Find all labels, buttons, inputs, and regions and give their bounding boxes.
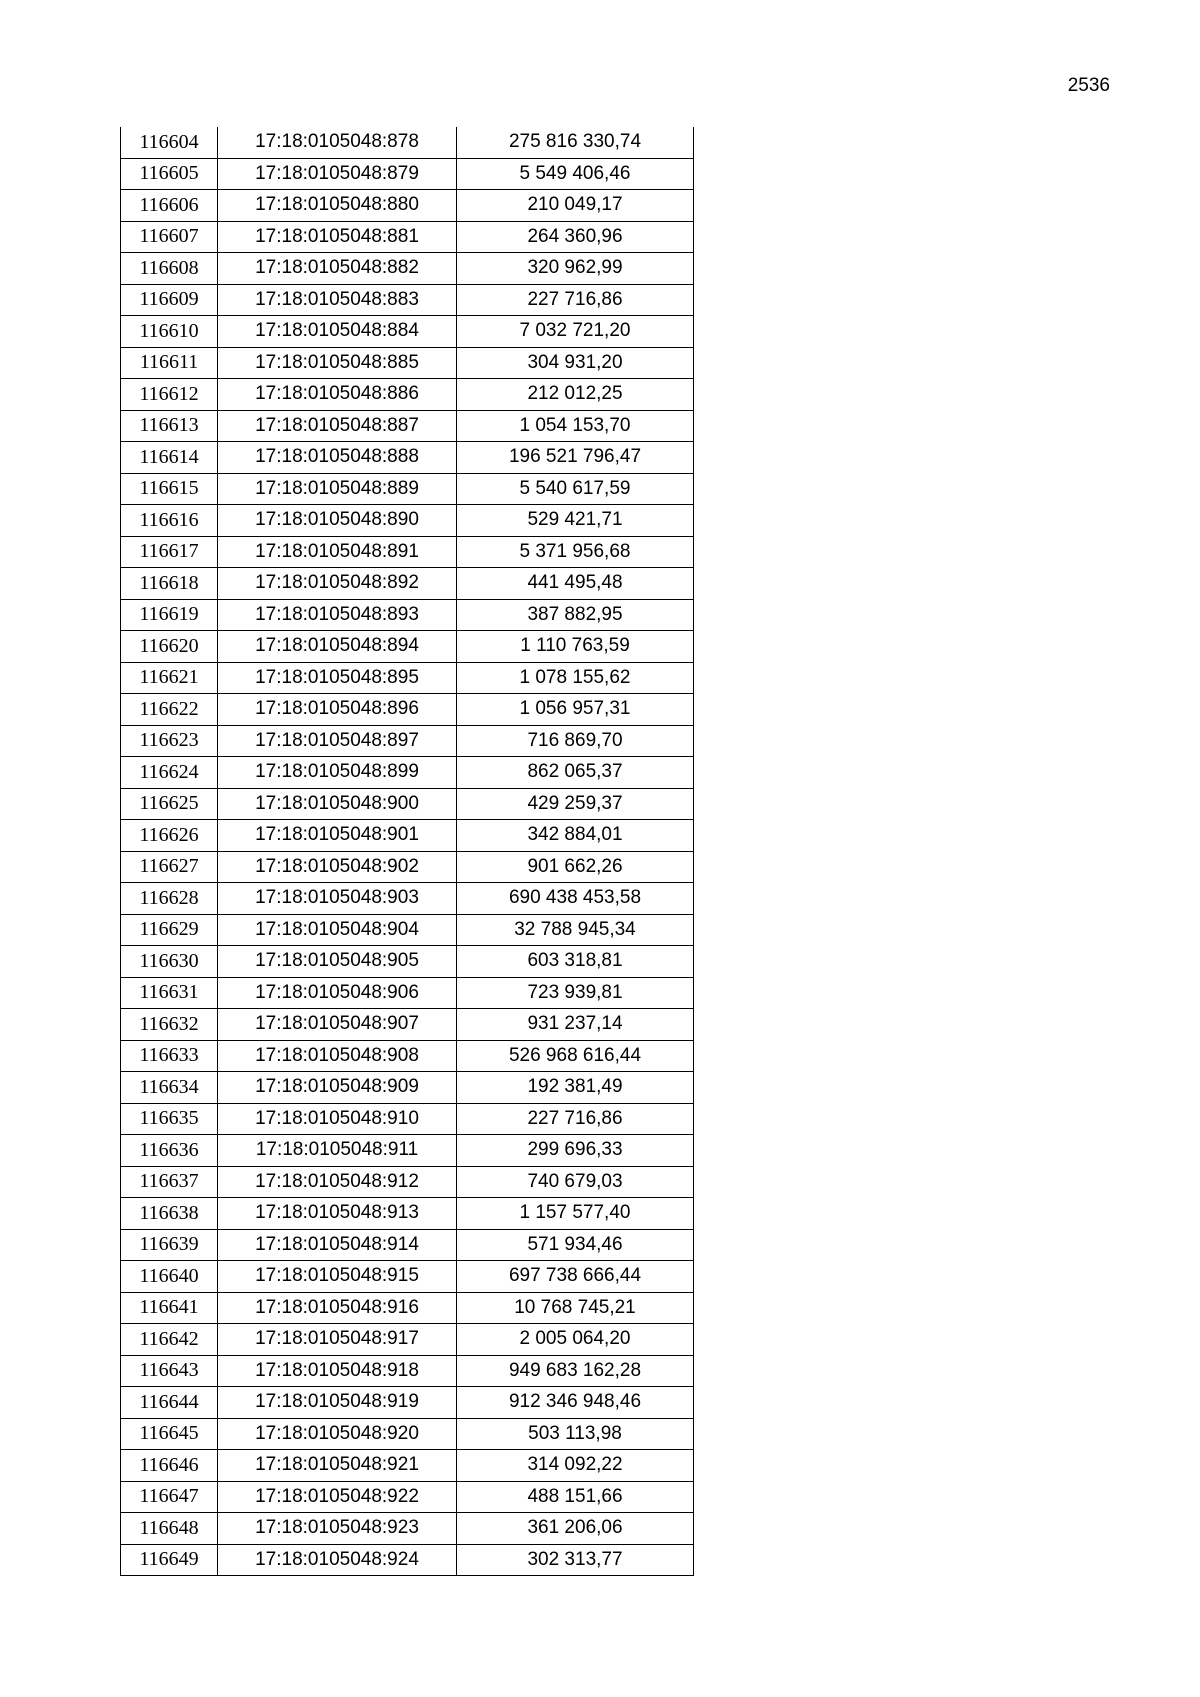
row-number-cell: 116620	[121, 631, 218, 663]
table-row	[121, 883, 694, 915]
table-row	[121, 1198, 694, 1230]
cadastral-value-cell: 227 716,86	[457, 1103, 694, 1135]
row-number-cell: 116640	[121, 1261, 218, 1293]
cadastral-value-cell: 1 054 153,70	[457, 410, 694, 442]
cadastral-value-cell: 1 056 957,31	[457, 694, 694, 726]
table-row	[121, 946, 694, 978]
table-row	[121, 820, 694, 852]
table-row	[121, 1450, 694, 1482]
cadastral-number-cell: 17:18:0105048:920	[218, 1418, 457, 1450]
cadastral-number-cell: 17:18:0105048:893	[218, 599, 457, 631]
table-row	[121, 410, 694, 442]
row-number-cell: 116618	[121, 568, 218, 600]
row-number-cell: 116604	[121, 127, 218, 158]
row-number-cell: 116635	[121, 1103, 218, 1135]
row-number-cell: 116625	[121, 788, 218, 820]
table-row	[121, 662, 694, 694]
row-number-cell: 116606	[121, 190, 218, 222]
cadastral-number-cell: 17:18:0105048:915	[218, 1261, 457, 1293]
cadastral-value-table	[120, 127, 694, 1576]
cadastral-value-cell: 5 549 406,46	[457, 158, 694, 190]
table-row	[121, 473, 694, 505]
cadastral-value-cell: 314 092,22	[457, 1450, 694, 1482]
table-body	[121, 127, 694, 1576]
table-row	[121, 442, 694, 474]
row-number-cell: 116627	[121, 851, 218, 883]
cadastral-value-cell: 196 521 796,47	[457, 442, 694, 474]
cadastral-number-cell: 17:18:0105048:910	[218, 1103, 457, 1135]
table-row	[121, 599, 694, 631]
row-number-cell: 116615	[121, 473, 218, 505]
cadastral-number-cell: 17:18:0105048:906	[218, 977, 457, 1009]
table-row	[121, 1166, 694, 1198]
table-row	[121, 725, 694, 757]
table-row	[121, 1513, 694, 1545]
table-row	[121, 1229, 694, 1261]
cadastral-value-cell: 603 318,81	[457, 946, 694, 978]
cadastral-number-cell: 17:18:0105048:886	[218, 379, 457, 411]
table-row	[121, 1324, 694, 1356]
row-number-cell: 116621	[121, 662, 218, 694]
cadastral-number-cell: 17:18:0105048:918	[218, 1355, 457, 1387]
row-number-cell: 116617	[121, 536, 218, 568]
cadastral-number-cell: 17:18:0105048:882	[218, 253, 457, 285]
table-row	[121, 757, 694, 789]
row-number-cell: 116630	[121, 946, 218, 978]
table-row	[121, 568, 694, 600]
row-number-cell: 116633	[121, 1040, 218, 1072]
table-row	[121, 536, 694, 568]
cadastral-value-cell: 192 381,49	[457, 1072, 694, 1104]
table-row	[121, 977, 694, 1009]
cadastral-number-cell: 17:18:0105048:885	[218, 347, 457, 379]
row-number-cell: 116626	[121, 820, 218, 852]
cadastral-number-cell: 17:18:0105048:881	[218, 221, 457, 253]
cadastral-value-cell: 2 005 064,20	[457, 1324, 694, 1356]
cadastral-value-cell: 302 313,77	[457, 1544, 694, 1576]
cadastral-value-cell: 526 968 616,44	[457, 1040, 694, 1072]
cadastral-number-cell: 17:18:0105048:899	[218, 757, 457, 789]
row-number-cell: 116612	[121, 379, 218, 411]
table-row	[121, 1387, 694, 1419]
cadastral-value-cell: 503 113,98	[457, 1418, 694, 1450]
row-number-cell: 116613	[121, 410, 218, 442]
table-row	[121, 1103, 694, 1135]
cadastral-number-cell: 17:18:0105048:912	[218, 1166, 457, 1198]
cadastral-number-cell: 17:18:0105048:887	[218, 410, 457, 442]
cadastral-number-cell: 17:18:0105048:880	[218, 190, 457, 222]
cadastral-value-cell: 304 931,20	[457, 347, 694, 379]
row-number-cell: 116605	[121, 158, 218, 190]
cadastral-value-cell: 912 346 948,46	[457, 1387, 694, 1419]
cadastral-value-cell: 1 157 577,40	[457, 1198, 694, 1230]
cadastral-number-cell: 17:18:0105048:894	[218, 631, 457, 663]
cadastral-number-cell: 17:18:0105048:921	[218, 1450, 457, 1482]
table-row	[121, 1355, 694, 1387]
cadastral-value-cell: 1 110 763,59	[457, 631, 694, 663]
row-number-cell: 116637	[121, 1166, 218, 1198]
cadastral-value-cell: 10 768 745,21	[457, 1292, 694, 1324]
row-number-cell: 116639	[121, 1229, 218, 1261]
cadastral-number-cell: 17:18:0105048:896	[218, 694, 457, 726]
row-number-cell: 116628	[121, 883, 218, 915]
cadastral-value-cell: 931 237,14	[457, 1009, 694, 1041]
row-number-cell: 116648	[121, 1513, 218, 1545]
cadastral-value-cell: 264 360,96	[457, 221, 694, 253]
row-number-cell: 116649	[121, 1544, 218, 1576]
row-number-cell: 116609	[121, 284, 218, 316]
cadastral-number-cell: 17:18:0105048:900	[218, 788, 457, 820]
cadastral-number-cell: 17:18:0105048:903	[218, 883, 457, 915]
cadastral-value-cell: 275 816 330,74	[457, 127, 694, 158]
cadastral-number-cell: 17:18:0105048:897	[218, 725, 457, 757]
cadastral-number-cell: 17:18:0105048:892	[218, 568, 457, 600]
table-row	[121, 1072, 694, 1104]
cadastral-number-cell: 17:18:0105048:888	[218, 442, 457, 474]
row-number-cell: 116607	[121, 221, 218, 253]
cadastral-value-cell: 1 078 155,62	[457, 662, 694, 694]
cadastral-value-cell: 488 151,66	[457, 1481, 694, 1513]
cadastral-number-cell: 17:18:0105048:905	[218, 946, 457, 978]
table-row	[121, 190, 694, 222]
table-row	[121, 505, 694, 537]
cadastral-value-cell: 901 662,26	[457, 851, 694, 883]
row-number-cell: 116647	[121, 1481, 218, 1513]
cadastral-value-cell: 5 371 956,68	[457, 536, 694, 568]
cadastral-number-cell: 17:18:0105048:913	[218, 1198, 457, 1230]
row-number-cell: 116631	[121, 977, 218, 1009]
cadastral-value-cell: 342 884,01	[457, 820, 694, 852]
row-number-cell: 116645	[121, 1418, 218, 1450]
cadastral-value-cell: 387 882,95	[457, 599, 694, 631]
cadastral-value-cell: 361 206,06	[457, 1513, 694, 1545]
table-row	[121, 694, 694, 726]
cadastral-number-cell: 17:18:0105048:922	[218, 1481, 457, 1513]
cadastral-value-cell: 429 259,37	[457, 788, 694, 820]
row-number-cell: 116632	[121, 1009, 218, 1041]
cadastral-value-cell: 7 032 721,20	[457, 316, 694, 348]
cadastral-value-cell: 740 679,03	[457, 1166, 694, 1198]
cadastral-number-cell: 17:18:0105048:924	[218, 1544, 457, 1576]
cadastral-number-cell: 17:18:0105048:909	[218, 1072, 457, 1104]
cadastral-value-cell: 320 962,99	[457, 253, 694, 285]
table-row	[121, 1544, 694, 1576]
row-number-cell: 116619	[121, 599, 218, 631]
cadastral-number-cell: 17:18:0105048:891	[218, 536, 457, 568]
cadastral-value-cell: 949 683 162,28	[457, 1355, 694, 1387]
row-number-cell: 116646	[121, 1450, 218, 1482]
table-row	[121, 379, 694, 411]
row-number-cell: 116611	[121, 347, 218, 379]
cadastral-number-cell: 17:18:0105048:904	[218, 914, 457, 946]
table-row	[121, 914, 694, 946]
table-row	[121, 1418, 694, 1450]
table-row	[121, 316, 694, 348]
cadastral-value-cell: 697 738 666,44	[457, 1261, 694, 1293]
cadastral-value-cell: 862 065,37	[457, 757, 694, 789]
cadastral-number-cell: 17:18:0105048:889	[218, 473, 457, 505]
row-number-cell: 116634	[121, 1072, 218, 1104]
cadastral-value-cell: 441 495,48	[457, 568, 694, 600]
cadastral-value-cell: 529 421,71	[457, 505, 694, 537]
page-number: 2536	[1067, 75, 1110, 96]
cadastral-number-cell: 17:18:0105048:884	[218, 316, 457, 348]
table-row	[121, 788, 694, 820]
cadastral-number-cell: 17:18:0105048:914	[218, 1229, 457, 1261]
cadastral-number-cell: 17:18:0105048:902	[218, 851, 457, 883]
cadastral-number-cell: 17:18:0105048:916	[218, 1292, 457, 1324]
cadastral-number-cell: 17:18:0105048:923	[218, 1513, 457, 1545]
cadastral-value-cell: 299 696,33	[457, 1135, 694, 1167]
cadastral-number-cell: 17:18:0105048:917	[218, 1324, 457, 1356]
table-row	[121, 1040, 694, 1072]
table-row	[121, 631, 694, 663]
table-row	[121, 127, 694, 158]
cadastral-value-cell: 690 438 453,58	[457, 883, 694, 915]
table-row	[121, 1261, 694, 1293]
cadastral-number-cell: 17:18:0105048:895	[218, 662, 457, 694]
row-number-cell: 116624	[121, 757, 218, 789]
row-number-cell: 116642	[121, 1324, 218, 1356]
cadastral-value-cell: 210 049,17	[457, 190, 694, 222]
cadastral-value-cell: 723 939,81	[457, 977, 694, 1009]
cadastral-value-cell: 571 934,46	[457, 1229, 694, 1261]
row-number-cell: 116638	[121, 1198, 218, 1230]
row-number-cell: 116623	[121, 725, 218, 757]
cadastral-value-cell: 32 788 945,34	[457, 914, 694, 946]
table-row	[121, 851, 694, 883]
row-number-cell: 116629	[121, 914, 218, 946]
row-number-cell: 116622	[121, 694, 218, 726]
cadastral-number-cell: 17:18:0105048:901	[218, 820, 457, 852]
cadastral-number-cell: 17:18:0105048:911	[218, 1135, 457, 1167]
table-row	[121, 1481, 694, 1513]
row-number-cell: 116643	[121, 1355, 218, 1387]
row-number-cell: 116644	[121, 1387, 218, 1419]
table-row	[121, 221, 694, 253]
table-row	[121, 347, 694, 379]
cadastral-value-cell: 212 012,25	[457, 379, 694, 411]
table-row	[121, 253, 694, 285]
cadastral-number-cell: 17:18:0105048:919	[218, 1387, 457, 1419]
row-number-cell: 116636	[121, 1135, 218, 1167]
table-row	[121, 1009, 694, 1041]
cadastral-number-cell: 17:18:0105048:883	[218, 284, 457, 316]
table-row	[121, 284, 694, 316]
cadastral-number-cell: 17:18:0105048:879	[218, 158, 457, 190]
cadastral-value-cell: 227 716,86	[457, 284, 694, 316]
table-row	[121, 158, 694, 190]
cadastral-value-cell: 5 540 617,59	[457, 473, 694, 505]
table-row	[121, 1135, 694, 1167]
cadastral-number-cell: 17:18:0105048:908	[218, 1040, 457, 1072]
row-number-cell: 116614	[121, 442, 218, 474]
table-row	[121, 1292, 694, 1324]
cadastral-value-cell: 716 869,70	[457, 725, 694, 757]
row-number-cell: 116641	[121, 1292, 218, 1324]
cadastral-number-cell: 17:18:0105048:878	[218, 127, 457, 158]
cadastral-number-cell: 17:18:0105048:890	[218, 505, 457, 537]
cadastral-number-cell: 17:18:0105048:907	[218, 1009, 457, 1041]
row-number-cell: 116610	[121, 316, 218, 348]
row-number-cell: 116608	[121, 253, 218, 285]
row-number-cell: 116616	[121, 505, 218, 537]
